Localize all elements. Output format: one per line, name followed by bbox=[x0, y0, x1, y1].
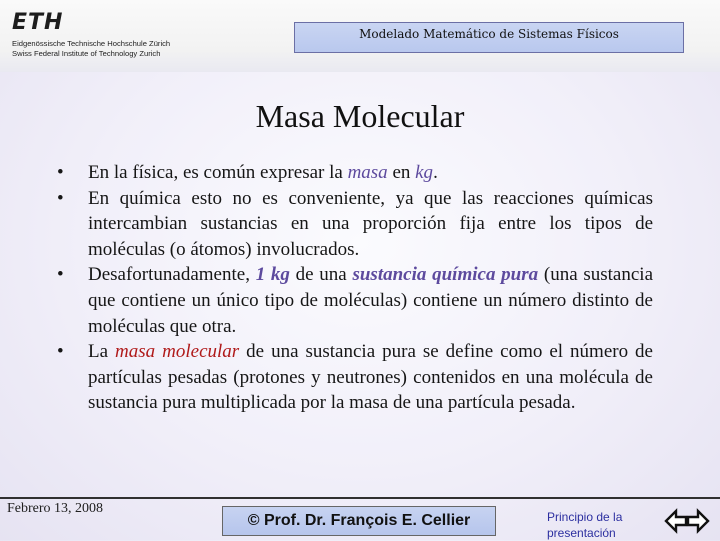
bullet-text: . bbox=[433, 162, 438, 183]
course-title: Modelado Matemático de Sistemas Físicos bbox=[359, 27, 619, 41]
bullet-text: de una bbox=[289, 264, 353, 286]
term-mass: masa bbox=[347, 162, 388, 183]
back-forward-arrows-icon[interactable] bbox=[664, 508, 710, 534]
bullet-text: En la física, es común expresar la bbox=[88, 162, 348, 183]
logo-line-english: Swiss Federal Institute of Technology Zurich bbox=[12, 49, 161, 58]
bullet-list bbox=[57, 160, 653, 416]
bullet-item bbox=[57, 262, 653, 339]
bullet-text: En química esto no es conveniente, ya que las reacciones químicas intercambian sustancias en una proporción fija entre los tipos de moléculas (o átomos) involucrados. bbox=[88, 187, 653, 260]
bullet-text: La bbox=[88, 341, 116, 363]
term-pure-substance: sustancia química pura bbox=[352, 264, 539, 286]
bullet-item bbox=[57, 160, 653, 186]
bullet-marker: • bbox=[57, 264, 64, 286]
logo-mark: ETH bbox=[12, 10, 64, 35]
eth-logo bbox=[12, 12, 202, 62]
nav-arrows-svg bbox=[664, 508, 710, 534]
bullet-item bbox=[57, 186, 653, 263]
footer-divider bbox=[0, 497, 720, 499]
bullet-text: (una sustancia que contiene un único tipo de moléculas) contiene un número distinto de moléculas que otra. bbox=[88, 264, 653, 337]
term-molecular-mass: masa molecular bbox=[115, 341, 240, 363]
copyright-box bbox=[222, 506, 496, 536]
bullet-marker: • bbox=[57, 341, 64, 363]
course-title-box bbox=[294, 22, 684, 53]
start-of-presentation-link[interactable]: Principio de la presentación bbox=[547, 510, 623, 540]
bullet-marker: • bbox=[57, 187, 64, 209]
bullet-marker: • bbox=[57, 162, 64, 183]
bullet-text: Desafortunadamente, bbox=[88, 264, 256, 286]
copyright-text: © Prof. Dr. François E. Cellier bbox=[247, 512, 471, 529]
term-1kg: 1 kg bbox=[255, 264, 290, 286]
bullet-text: en bbox=[387, 162, 416, 183]
slide-title: Masa Molecular bbox=[255, 98, 465, 134]
term-kg: kg bbox=[415, 162, 434, 183]
logo-line-german: Eidgenössische Technische Hochschule Zürich bbox=[12, 39, 171, 48]
bullet-text: de una sustancia pura se define como el número de partículas pesadas (protones y neutrones) contenidos en una molécula de sustancia pura multiplicada por la masa de una partícula pesada. bbox=[88, 341, 653, 414]
footer-date: Febrero 13, 2008 bbox=[7, 501, 104, 516]
bullet-item bbox=[57, 339, 653, 416]
